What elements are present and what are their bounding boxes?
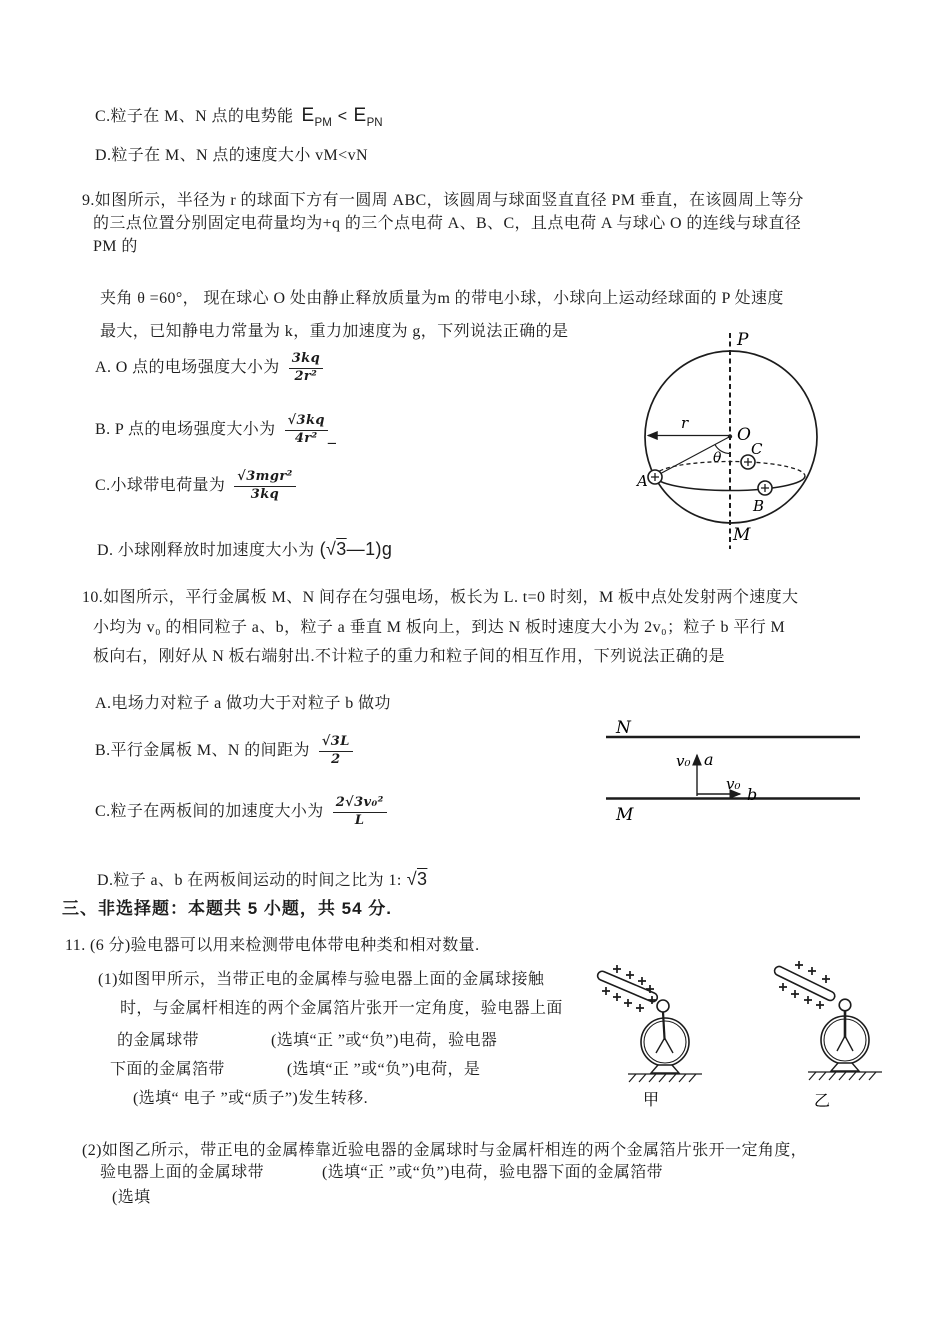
label-m: M: [733, 525, 751, 545]
q10-option-c: [95, 793, 387, 831]
q9-line-5: 最大，已知静电力常量为 k，重力加速度为 g，下列说法正确的是: [100, 323, 569, 340]
sphere-diagram: [625, 331, 825, 556]
label-b: b: [747, 785, 758, 804]
metal-ball: [839, 999, 851, 1011]
option-text: C.小球带电荷量为: [95, 476, 226, 494]
fraction: $\frac{\text{√3mgr²}}{3kq}$: [234, 470, 295, 502]
option-text: B.平行金属板 M、N 的间距为: [95, 741, 310, 759]
q9-option-c: [95, 467, 296, 505]
section-heading: 三、非选择题：本题共 5 小题，共 54 分.: [62, 899, 392, 918]
label-c: C: [751, 440, 763, 458]
q9-option-d: [97, 538, 392, 562]
label-b: B: [753, 497, 765, 515]
fraction: $\frac{√3kq}{\text{4r²}}$: [285, 414, 328, 446]
jar-outer: [641, 1018, 689, 1066]
metal-stem: [663, 1012, 665, 1040]
label-jia: 甲: [643, 1092, 660, 1109]
label-a: A: [637, 472, 648, 490]
q11-part1-line-4: 下面的金属箔带 (选填“正 ”或“负”)电荷，是: [110, 1061, 481, 1078]
q8-option-d: D.粒子在 M、N 点的速度大小 vM<vN: [95, 147, 368, 164]
q10-line-3: 板向右，刚好从 N 板右端射出.不计粒子的重力和粒子间的相互作用，下列说法正确的是: [93, 648, 725, 665]
q10-option-d: [97, 868, 427, 892]
option-text: C.粒子在两板间的加速度大小为: [95, 802, 324, 820]
q9-line-3: PM 的: [93, 238, 138, 255]
label-m: M: [616, 805, 634, 825]
label-v0-b: v₀: [726, 775, 741, 793]
parallel-plates-diagram: [588, 710, 878, 825]
underscore-mark: _: [327, 429, 337, 447]
q9-line-1: 9.如图所示，半径为 r 的球面下方有一圆周 ABC，该圆周与球面竖直直径 PM 垂直，在该圆周上等分: [82, 192, 804, 209]
formula-sqrt3-minus-1-g: (√3—1)g: [319, 539, 393, 559]
base-foot: [651, 1065, 679, 1073]
q11-part2-line-1: (2)如图乙所示，带正电的金属棒靠近验电器的金属球时与金属杆相连的两个金属箔片张开一定角度，: [82, 1142, 808, 1159]
foil-leaves: [837, 1036, 853, 1051]
metal-ball: [657, 1000, 669, 1012]
option-text: A. O 点的电场强度大小为: [95, 358, 280, 376]
fraction: $\frac{\text{2√3v₀²}}{L}$: [333, 796, 387, 828]
q10-line-1: 10.如图所示，平行金属板 M、N 间存在匀强电场，板长为 L. t=0 时刻，M 板中点处发射两个速度大: [82, 589, 799, 606]
electroscope-jia-diagram: [582, 958, 712, 1110]
jar-inner: [644, 1021, 686, 1063]
q11-part1-line-3: 的金属球带 (选填“正 ”或“负”)电荷，验电器: [117, 1032, 498, 1049]
ground-hatching: [628, 1074, 702, 1082]
q11-part1-line-5: (选填“ 电子 ”或“质子”)发生转移.: [133, 1090, 369, 1107]
q11-intro: 11. (6 分)验电器可以用来检测带电体带电种类和相对数量.: [65, 937, 480, 954]
q9-line-4: 夹角 θ =60°， 现在球心 O 处由静止释放质量为m 的带电小球，小球向上运动经球面的 P 处速度: [100, 290, 784, 307]
label-theta: θ: [713, 450, 722, 466]
label-p: P: [737, 331, 749, 350]
q9-option-b: [95, 411, 336, 449]
q9-line-2: 的三点位置分别固定电荷量均为+q 的三个点电荷 A、B、C，且点电荷 A 与球心 O 的连线与球直径: [93, 215, 802, 232]
option-text: D. 小球刚释放时加速度大小为: [97, 542, 315, 559]
q10-option-b: [95, 732, 353, 770]
ground-hatching: [808, 1072, 882, 1080]
q11-part2-line-3: (选填: [112, 1189, 151, 1206]
q10-option-a: A.电场力对粒子 a 做功大于对粒子 b 做功: [95, 695, 391, 712]
q8-option-c: [95, 104, 383, 131]
option-text: D.粒子 a、b 在两板间运动的时间之比为 1:: [97, 872, 402, 889]
electroscope-yi-diagram: [762, 958, 892, 1110]
q11-part2-line-2: 验电器上面的金属球带 (选填“正 ”或“负”)电荷，验电器下面的金属箔带: [100, 1164, 664, 1181]
foil-leaves: [656, 1038, 673, 1053]
q9-option-a: [95, 349, 323, 387]
label-r: r: [681, 414, 689, 432]
label-v0-a: v₀: [676, 752, 691, 770]
option-text: B. P 点的电场强度大小为: [95, 420, 276, 438]
label-a: a: [704, 750, 714, 769]
formula-epm-epn: $E_{PM} < E_{PN}$: [301, 105, 383, 129]
option-text: C.粒子在 M、N 点的电势能: [95, 108, 294, 125]
base-foot: [831, 1063, 859, 1071]
charge-a: [648, 470, 662, 484]
formula-sqrt3: √3: [406, 869, 428, 889]
q11-part1-line-1: (1)如图甲所示，当带正电的金属棒与验电器上面的金属球接触: [98, 971, 545, 988]
fraction: $\frac{3kq}{\text{2r²}}$: [289, 352, 323, 384]
label-n: N: [616, 718, 631, 738]
label-o: O: [737, 425, 751, 445]
q11-part1-line-2: 时，与金属杆相连的两个金属箔片张开一定角度，验电器上面: [120, 1000, 563, 1017]
charge-b: [758, 481, 772, 495]
label-yi: 乙: [814, 1093, 831, 1110]
q10-line-2: 小均为 v₀ 的相同粒子 a、b，粒子 a 垂直 M 板向上，到达 N 板时速度大小为 2v₀；粒子 b 平行 M: [93, 619, 786, 636]
fraction: $\frac{√3L}{2}$: [319, 735, 353, 767]
